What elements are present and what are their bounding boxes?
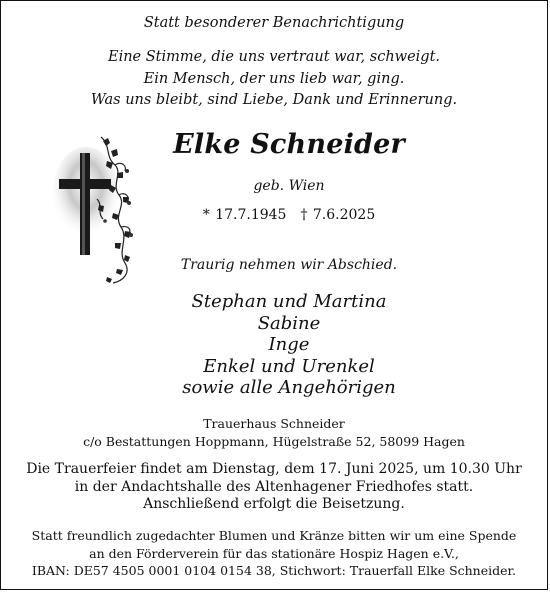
birth-name: geb. Wien	[253, 178, 325, 194]
ceremony-line: Die Trauerfeier findet am Dienstag, dem 17. Juni 2025, um 10.30 Uhr	[26, 461, 522, 477]
ceremony-line: Anschließend erfolgt die Beisetzung.	[143, 496, 405, 512]
poem	[1, 47, 547, 112]
birth-date: * 17.7.1945	[202, 207, 287, 223]
donation-request	[1, 527, 547, 580]
mourner-line: Stephan und Martina	[191, 291, 387, 312]
donation-line: Statt freundlich zugedachter Blumen und Kränze bitten wir um eine Spende	[31, 528, 517, 543]
ceremony-details	[1, 461, 547, 514]
poem-line: Was uns bleibt, sind Liebe, Dank und Erinnerung.	[90, 92, 458, 108]
mourner-line: sowie alle Angehörigen	[182, 377, 396, 398]
ceremony-line: in der Andachtshalle des Altenhagener Friedhofes statt.	[74, 478, 474, 495]
funeral-home-address	[1, 415, 547, 451]
funeral-home-line: Trauerhaus Schneider	[203, 416, 345, 431]
mourner-line: Sabine	[257, 312, 321, 334]
mourners-list	[31, 291, 547, 399]
donation-line: an den Förderverein für das stationäre Hospiz Hagen e.V.,	[89, 545, 459, 561]
life-dates	[31, 207, 547, 223]
poem-line: Ein Mensch, der uns lieb war, ging.	[143, 70, 405, 87]
deceased-name: Elke Schneider	[173, 129, 405, 160]
death-date: † 7.6.2025	[300, 207, 376, 223]
funeral-home-line: c/o Bestattungen Hoppmann, Hügelstraße 52, 58099 Hagen	[83, 434, 465, 449]
mourner-line: Inge	[268, 334, 310, 355]
donation-line: IBAN: DE57 4505 0001 0104 0154 38, Stichwort: Trauerfall Elke Schneider.	[31, 563, 517, 578]
notice-heading: Statt besonderer Benachrichtigung	[143, 15, 405, 31]
mourner-line: Enkel und Urenkel	[203, 355, 375, 377]
farewell-text: Traurig nehmen wir Abschied.	[180, 257, 398, 273]
poem-line: Eine Stimme, die uns vertraut war, schweigt.	[107, 49, 441, 65]
